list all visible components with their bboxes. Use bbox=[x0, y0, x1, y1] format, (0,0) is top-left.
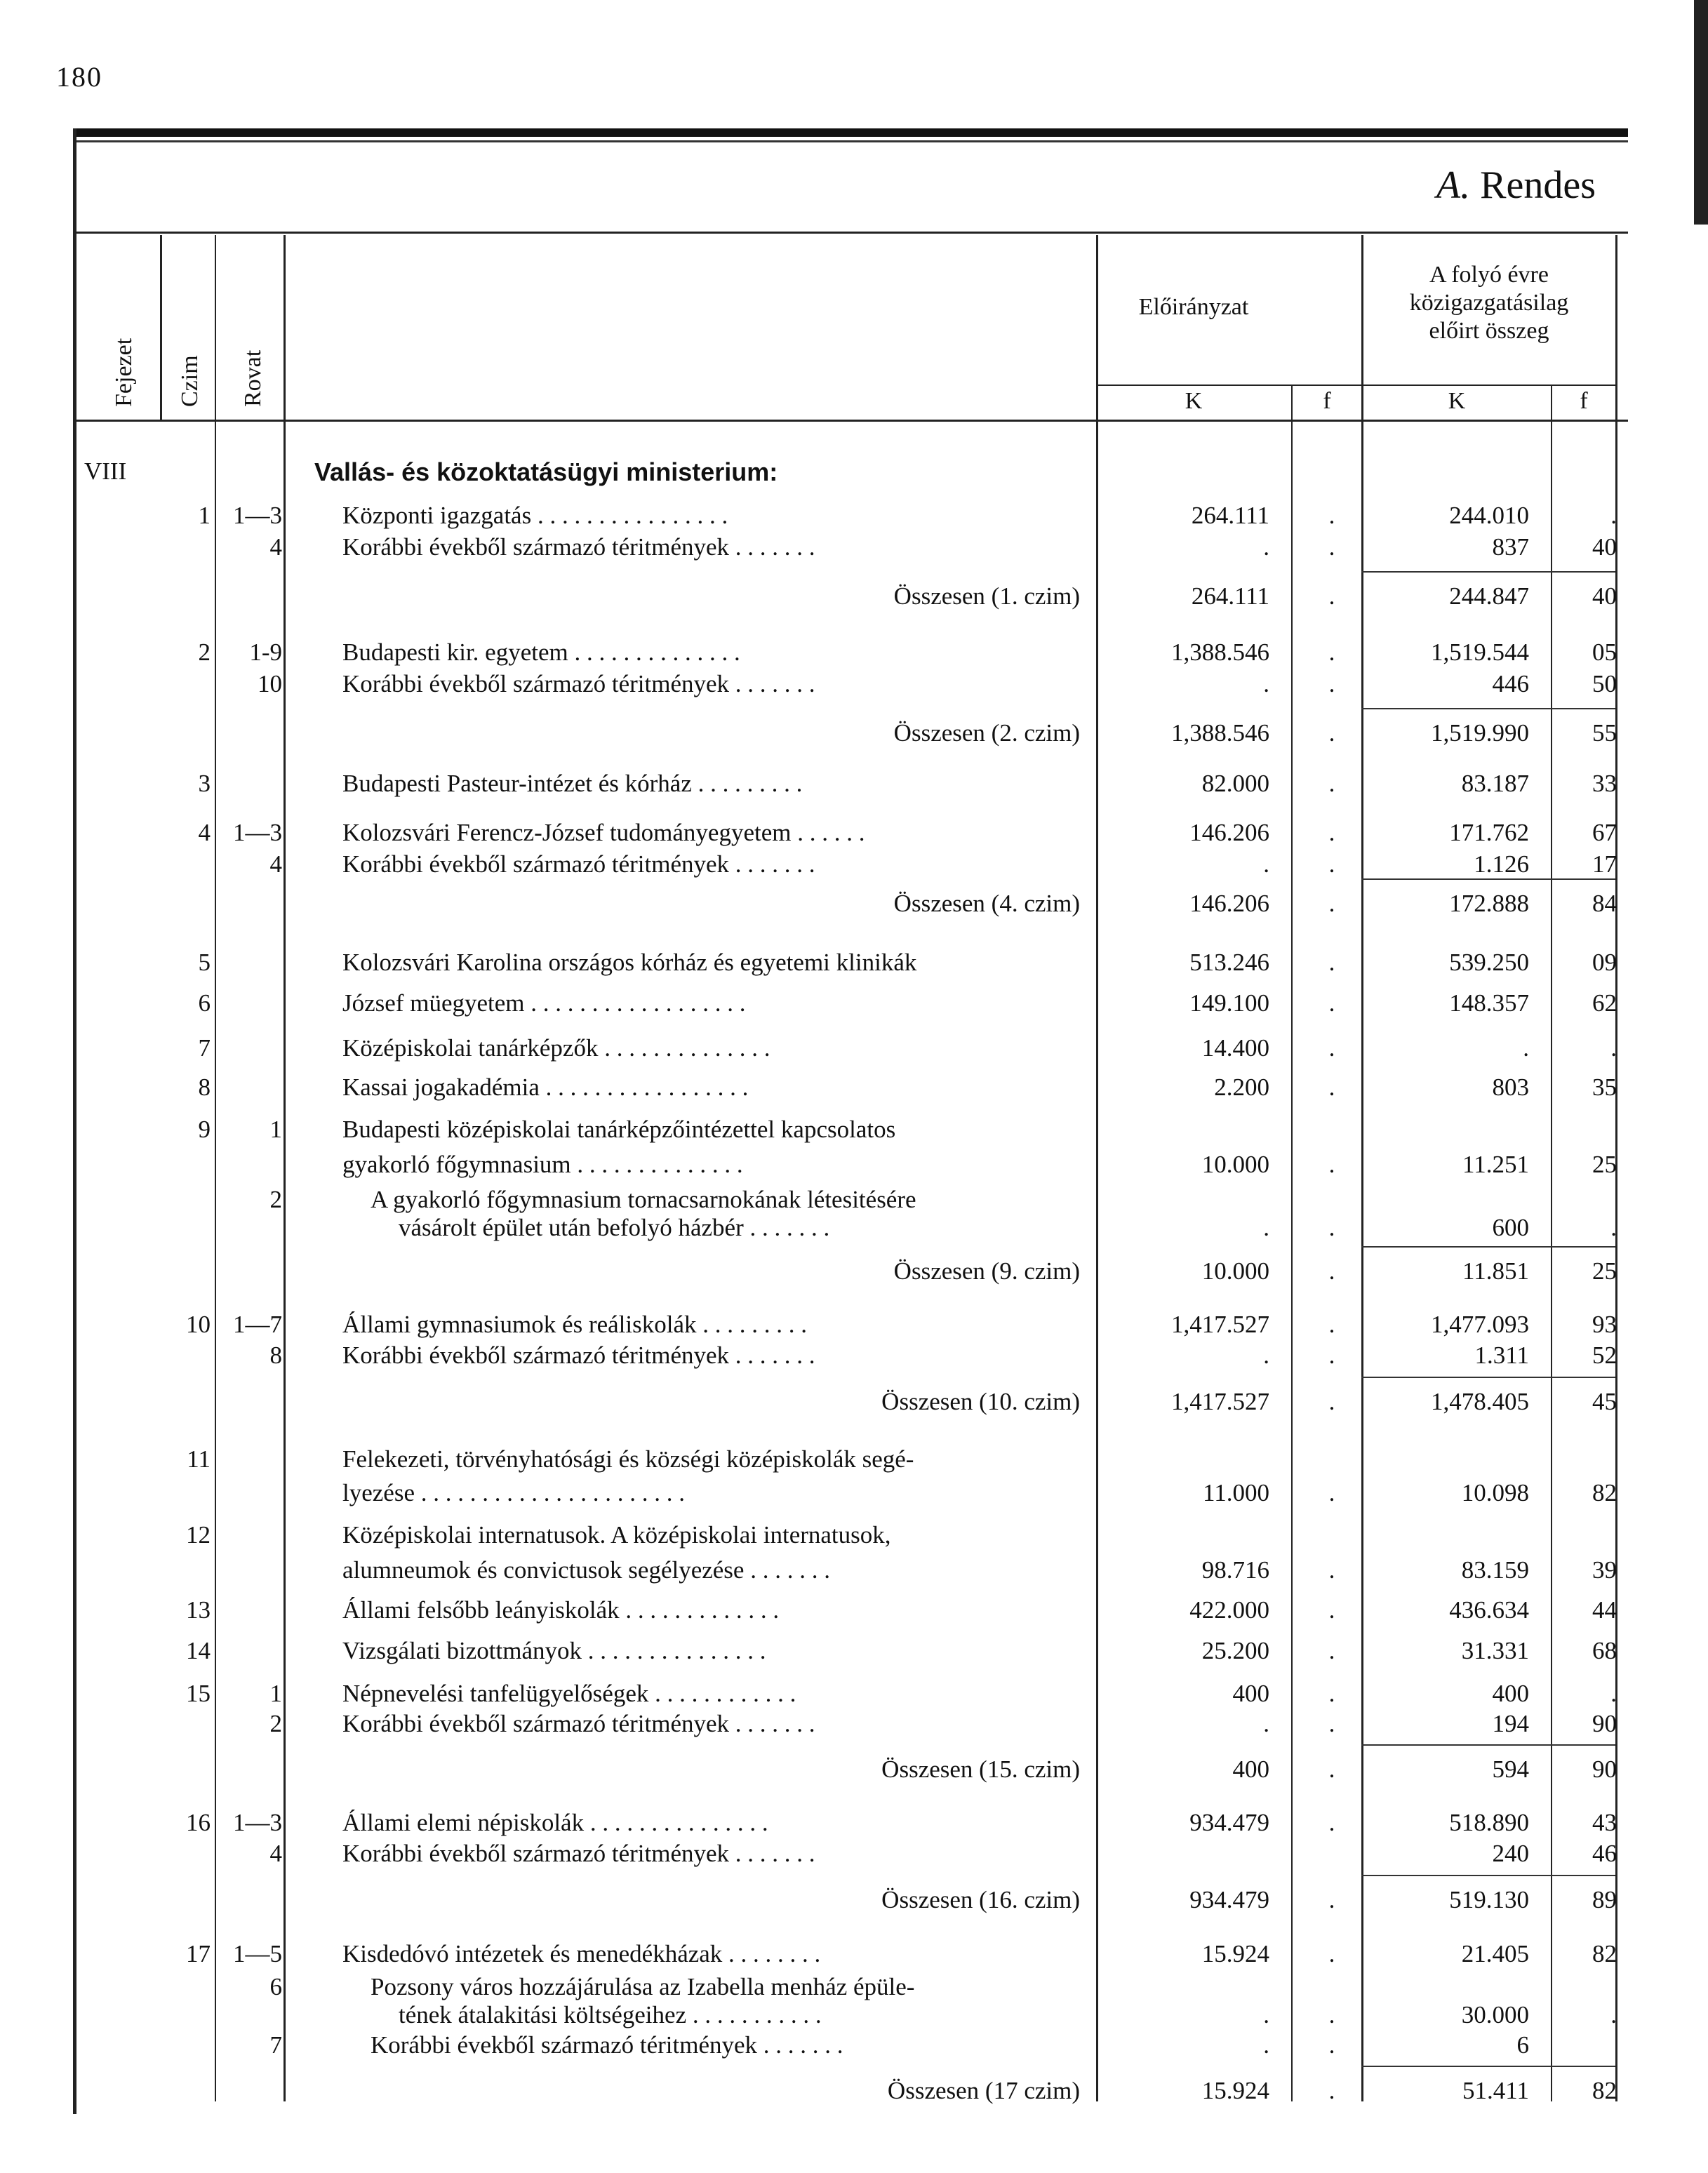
top-rule-thin bbox=[73, 140, 1628, 142]
description-cell: Korábbi évekből származó téritmények . . . . . . . bbox=[342, 1840, 815, 1867]
eloirt-k-cell: 240 bbox=[1492, 1840, 1529, 1867]
eloiranyzat-f-cell: . bbox=[1328, 1886, 1335, 1913]
eloiranyzat-k-cell: 11.000 bbox=[1203, 1479, 1269, 1506]
rovat-cell: 1—3 bbox=[233, 1809, 282, 1836]
eloiranyzat-k-cell: 14.400 bbox=[1201, 1034, 1269, 1062]
eloiranyzat-k-cell: 10.000 bbox=[1201, 1151, 1269, 1178]
subtotal-label: Összesen (10. czim) bbox=[881, 1388, 1080, 1415]
eloirt-f-cell: . bbox=[1610, 502, 1617, 529]
eloirt-k-cell: 518.890 bbox=[1449, 1809, 1529, 1836]
subtotal-label: Összesen (2. czim) bbox=[893, 719, 1080, 747]
section-title bbox=[1436, 163, 1596, 208]
eloirt-f-cell: 40 bbox=[1592, 533, 1617, 561]
eloirt-k-cell: 1.311 bbox=[1474, 1342, 1529, 1369]
eloiranyzat-f-cell: . bbox=[1328, 1710, 1335, 1737]
eloirt-f-cell: 82 bbox=[1592, 2077, 1617, 2104]
header-eloiranyzat: Előirányzat bbox=[1138, 294, 1249, 320]
eloirt-k-cell: 30.000 bbox=[1461, 2001, 1529, 2028]
eloirt-f-cell: 40 bbox=[1592, 582, 1617, 610]
description-cell: Pozsony város hozzájárulása az Izabella menház épüle- bbox=[371, 1973, 915, 2000]
eloirt-k-cell: 1.126 bbox=[1474, 850, 1529, 878]
description-cell: vásárolt épület után befolyó házbér . . . . . . . bbox=[399, 1214, 830, 1241]
eloirt-k-cell: 6 bbox=[1516, 2031, 1529, 2059]
czim-cell: 9 bbox=[198, 1116, 211, 1143]
col-rule-desc bbox=[283, 235, 286, 2101]
description-cell: Korábbi évekből származó téritmények . . . . . . . bbox=[342, 1342, 815, 1369]
eloiranyzat-f-cell: . bbox=[1328, 1940, 1335, 1967]
rovat-cell: 1-9 bbox=[249, 638, 282, 666]
top-rule bbox=[73, 128, 1628, 137]
eloiranyzat-k-cell: 146.206 bbox=[1189, 890, 1269, 917]
eloirt-k-cell: 83.159 bbox=[1461, 1556, 1529, 1584]
eloiranyzat-k-cell: 15.924 bbox=[1201, 2077, 1269, 2104]
subtotal-label: Összesen (1. czim) bbox=[893, 582, 1080, 610]
eloiranyzat-f-cell: . bbox=[1328, 1756, 1335, 1783]
eloirt-k-cell: . bbox=[1523, 1034, 1529, 1062]
eloiranyzat-f-cell: . bbox=[1328, 533, 1335, 561]
rovat-cell: 4 bbox=[269, 1840, 282, 1867]
eloiranyzat-k-cell: 934.479 bbox=[1189, 1809, 1269, 1836]
description-cell: Budapesti Pasteur-intézet és kórház . . . . . . . . . bbox=[342, 770, 803, 797]
eloirt-f-cell: 46 bbox=[1592, 1840, 1617, 1867]
chapter-number: VIII bbox=[84, 457, 127, 485]
eloiranyzat-k-cell: 149.100 bbox=[1189, 989, 1269, 1017]
eloiranyzat-k-cell: . bbox=[1263, 2031, 1269, 2059]
col-rule-f1 bbox=[1291, 385, 1293, 2101]
eloirt-f-cell: 90 bbox=[1592, 1756, 1617, 1783]
eloiranyzat-k-cell: . bbox=[1263, 850, 1269, 878]
czim-cell: 7 bbox=[198, 1034, 211, 1062]
eloirt-k-cell: 1,519.544 bbox=[1431, 638, 1529, 666]
czim-cell: 2 bbox=[198, 638, 211, 666]
subtotal-label: Összesen (17 czim) bbox=[887, 2077, 1080, 2104]
col-rule-czim bbox=[160, 235, 162, 420]
eloiranyzat-k-cell: 264.111 bbox=[1191, 502, 1269, 529]
czim-cell: 5 bbox=[198, 949, 211, 976]
czim-cell: 16 bbox=[186, 1809, 211, 1836]
col-rule-f2 bbox=[1551, 385, 1552, 2101]
rovat-cell: 1—3 bbox=[233, 502, 282, 529]
czim-cell: 17 bbox=[186, 1940, 211, 1967]
eloiranyzat-f-cell: . bbox=[1328, 1257, 1335, 1285]
section-word: Rendes bbox=[1480, 163, 1596, 207]
czim-cell: 6 bbox=[198, 989, 211, 1017]
eloirt-k-cell: 400 bbox=[1492, 1680, 1529, 1707]
eloiranyzat-f-cell: . bbox=[1328, 770, 1335, 797]
subtotal-rule bbox=[1361, 1246, 1615, 1248]
subtotal-label: Összesen (16. czim) bbox=[881, 1886, 1080, 1913]
eloirt-k-cell: 837 bbox=[1492, 533, 1529, 561]
eloiranyzat-f-cell: . bbox=[1328, 1151, 1335, 1178]
header-folyo-1: A folyó évre bbox=[1429, 262, 1549, 288]
description-cell: Budapesti kir. egyetem . . . . . . . . . . . . . . bbox=[342, 638, 740, 666]
eloirt-f-cell: 93 bbox=[1592, 1311, 1617, 1338]
eloirt-f-cell: . bbox=[1610, 1680, 1617, 1707]
header-rovat: Rovat bbox=[240, 349, 266, 407]
subtotal-rule bbox=[1361, 1377, 1615, 1378]
eloirt-k-cell: 11.251 bbox=[1462, 1151, 1529, 1178]
eloiranyzat-k-cell: 400 bbox=[1232, 1756, 1269, 1783]
description-cell: Korábbi évekből származó téritmények . . . . . . . bbox=[342, 533, 815, 561]
subtotal-rule bbox=[1361, 708, 1615, 709]
eloirt-k-cell: 172.888 bbox=[1449, 890, 1529, 917]
header-folyo-2: közigazgatásilag bbox=[1409, 290, 1569, 316]
description-cell: Korábbi évekből származó téritmények . . . . . . . bbox=[342, 670, 815, 697]
eloiranyzat-f-cell: . bbox=[1328, 1596, 1335, 1624]
rovat-cell: 8 bbox=[269, 1342, 282, 1369]
eloiranyzat-k-cell: 82.000 bbox=[1201, 770, 1269, 797]
eloirt-f-cell: 90 bbox=[1592, 1710, 1617, 1737]
eloiranyzat-f-cell: . bbox=[1328, 1479, 1335, 1506]
subtotal-label: Összesen (9. czim) bbox=[893, 1257, 1080, 1285]
rovat-cell: 7 bbox=[269, 2031, 282, 2059]
eloiranyzat-f-cell: . bbox=[1328, 670, 1335, 697]
eloiranyzat-f-cell: . bbox=[1328, 949, 1335, 976]
header-kf-rule bbox=[1096, 385, 1615, 386]
eloiranyzat-f-cell: . bbox=[1328, 1637, 1335, 1664]
eloirt-k-cell: 1,519.990 bbox=[1431, 719, 1529, 747]
eloirt-f-cell: 82 bbox=[1592, 1479, 1617, 1506]
rovat-cell: 1—7 bbox=[233, 1311, 282, 1338]
eloirt-f-cell: 25 bbox=[1592, 1257, 1617, 1285]
eloiranyzat-k-cell: 25.200 bbox=[1201, 1637, 1269, 1664]
header-folyo-3: előirt összeg bbox=[1429, 318, 1549, 344]
eloiranyzat-f-cell: . bbox=[1328, 1680, 1335, 1707]
eloiranyzat-f-cell: . bbox=[1328, 1034, 1335, 1062]
eloirt-k-cell: 539.250 bbox=[1449, 949, 1529, 976]
description-cell: tének átalakitási költségeihez . . . . . . . . . . . bbox=[399, 2001, 822, 2028]
subtotal-rule bbox=[1361, 571, 1615, 573]
eloiranyzat-k-cell: . bbox=[1263, 1214, 1269, 1241]
description-cell: Kassai jogakadémia . . . . . . . . . . . . . . . . . bbox=[342, 1074, 749, 1101]
eloiranyzat-k-cell: . bbox=[1263, 533, 1269, 561]
eloirt-f-cell: 25 bbox=[1592, 1151, 1617, 1178]
description-cell: Állami elemi népiskolák . . . . . . . . . . . . . . . bbox=[342, 1809, 768, 1836]
subtotal-label: Összesen (4. czim) bbox=[893, 890, 1080, 917]
rovat-cell: 4 bbox=[269, 850, 282, 878]
eloirt-k-cell: 600 bbox=[1492, 1214, 1529, 1241]
eloirt-f-cell: 89 bbox=[1592, 1886, 1617, 1913]
eloiranyzat-f-cell: . bbox=[1328, 1342, 1335, 1369]
eloirt-f-cell: 67 bbox=[1592, 819, 1617, 846]
description-cell: Állami gymnasiumok és reáliskolák . . . . . . . . . bbox=[342, 1311, 807, 1338]
eloiranyzat-f-cell: . bbox=[1328, 890, 1335, 917]
eloiranyzat-k-cell: . bbox=[1263, 670, 1269, 697]
eloiranyzat-f-cell: . bbox=[1328, 2077, 1335, 2104]
czim-cell: 3 bbox=[198, 770, 211, 797]
eloirt-f-cell: 44 bbox=[1592, 1596, 1617, 1624]
eloiranyzat-k-cell: 1,417.527 bbox=[1171, 1311, 1269, 1338]
eloiranyzat-f-cell: . bbox=[1328, 719, 1335, 747]
col-rule-k1 bbox=[1096, 235, 1098, 2101]
description-cell: Középiskolai internatusok. A középiskolai internatusok, bbox=[342, 1521, 891, 1549]
eloirt-k-cell: 83.187 bbox=[1461, 770, 1529, 797]
eloirt-f-cell: 33 bbox=[1592, 770, 1617, 797]
eloirt-k-cell: 31.331 bbox=[1461, 1637, 1529, 1664]
eloirt-f-cell: . bbox=[1610, 1034, 1617, 1062]
rovat-cell: 10 bbox=[258, 670, 282, 697]
eloirt-k-cell: 10.098 bbox=[1461, 1479, 1529, 1506]
section-letter: A. bbox=[1436, 163, 1471, 207]
description-cell: Központi igazgatás . . . . . . . . . . . . . . . . bbox=[342, 502, 728, 529]
eloirt-k-cell: 11.851 bbox=[1462, 1257, 1529, 1285]
description-cell: Kolozsvári Karolina országos kórház és egyetemi klinikák bbox=[342, 949, 917, 976]
eloirt-f-cell: 43 bbox=[1592, 1809, 1617, 1836]
eloiranyzat-f-cell: . bbox=[1328, 502, 1335, 529]
eloirt-f-cell: 17 bbox=[1592, 850, 1617, 878]
col-rule-k2 bbox=[1361, 235, 1363, 2101]
subtotal-rule bbox=[1361, 1744, 1615, 1746]
description-cell: Állami felsőbb leányiskolák . . . . . . . . . . . . . bbox=[342, 1596, 780, 1624]
eloirt-k-cell: 244.847 bbox=[1449, 582, 1529, 610]
eloirt-f-cell: 39 bbox=[1592, 1556, 1617, 1584]
eloiranyzat-k-cell: . bbox=[1263, 2001, 1269, 2028]
eloirt-k-cell: 21.405 bbox=[1461, 1940, 1529, 1967]
eloirt-k-cell: 194 bbox=[1492, 1710, 1529, 1737]
eloiranyzat-k-cell: 1,388.546 bbox=[1171, 719, 1269, 747]
header-k2: K bbox=[1448, 388, 1466, 414]
eloiranyzat-f-cell: . bbox=[1328, 1074, 1335, 1101]
eloirt-k-cell: 594 bbox=[1492, 1756, 1529, 1783]
eloirt-f-cell: 55 bbox=[1592, 719, 1617, 747]
eloiranyzat-f-cell: . bbox=[1328, 819, 1335, 846]
subtotal-rule bbox=[1361, 1875, 1615, 1876]
eloiranyzat-k-cell: 400 bbox=[1232, 1680, 1269, 1707]
czim-cell: 13 bbox=[186, 1596, 211, 1624]
eloiranyzat-f-cell: . bbox=[1328, 989, 1335, 1017]
czim-cell: 4 bbox=[198, 819, 211, 846]
description-cell: gyakorló főgymnasium . . . . . . . . . . . . . . bbox=[342, 1151, 743, 1178]
eloirt-f-cell: 05 bbox=[1592, 638, 1617, 666]
eloirt-f-cell: 50 bbox=[1592, 670, 1617, 697]
eloiranyzat-f-cell: . bbox=[1328, 638, 1335, 666]
description-cell: Kisdedóvó intézetek és menedékházak . . . . . . . . bbox=[342, 1940, 821, 1967]
description-cell: Vizsgálati bizottmányok . . . . . . . . . . . . . . . bbox=[342, 1637, 766, 1664]
eloirt-k-cell: 171.762 bbox=[1449, 819, 1529, 846]
eloiranyzat-k-cell: 146.206 bbox=[1189, 819, 1269, 846]
czim-cell: 11 bbox=[187, 1445, 211, 1473]
eloirt-k-cell: 1,477.093 bbox=[1431, 1311, 1529, 1338]
eloiranyzat-k-cell: 98.716 bbox=[1201, 1556, 1269, 1584]
description-cell: Korábbi évekből származó téritmények . . . . . . . bbox=[371, 2031, 843, 2059]
eloiranyzat-k-cell: . bbox=[1263, 1710, 1269, 1737]
rovat-cell: 1 bbox=[269, 1116, 282, 1143]
eloiranyzat-f-cell: . bbox=[1328, 1556, 1335, 1584]
eloirt-k-cell: 51.411 bbox=[1462, 2077, 1529, 2104]
czim-cell: 15 bbox=[186, 1680, 211, 1707]
eloirt-k-cell: 148.357 bbox=[1449, 989, 1529, 1017]
czim-cell: 8 bbox=[198, 1074, 211, 1101]
eloiranyzat-f-cell: . bbox=[1328, 2001, 1335, 2028]
rovat-cell: 1—3 bbox=[233, 819, 282, 846]
header-f1: f bbox=[1323, 388, 1331, 414]
header-fejezet: Fejezet bbox=[111, 337, 137, 407]
eloirt-f-cell: 52 bbox=[1592, 1342, 1617, 1369]
eloiranyzat-k-cell: 10.000 bbox=[1201, 1257, 1269, 1285]
rovat-cell: 2 bbox=[269, 1186, 282, 1213]
eloiranyzat-k-cell: 1,388.546 bbox=[1171, 638, 1269, 666]
eloiranyzat-k-cell: 264.111 bbox=[1191, 582, 1269, 610]
czim-cell: 12 bbox=[186, 1521, 211, 1549]
eloirt-f-cell: . bbox=[1610, 2001, 1617, 2028]
header-top-rule bbox=[73, 232, 1628, 234]
description-cell: Budapesti középiskolai tanárképzőintézettel kapcsolatos bbox=[342, 1116, 896, 1143]
left-border bbox=[73, 128, 76, 2114]
rovat-cell: 4 bbox=[269, 533, 282, 561]
description-cell: lyezése . . . . . . . . . . . . . . . . . . . . . . bbox=[342, 1479, 685, 1506]
subtotal-rule bbox=[1361, 878, 1615, 880]
eloirt-f-cell: . bbox=[1610, 1214, 1617, 1241]
description-cell: alumneumok és convictusok segélyezése . . . . . . . bbox=[342, 1556, 830, 1584]
eloiranyzat-f-cell: . bbox=[1328, 1388, 1335, 1415]
eloiranyzat-k-cell: 2.200 bbox=[1214, 1074, 1269, 1101]
eloirt-f-cell: 35 bbox=[1592, 1074, 1617, 1101]
scan-edge bbox=[1694, 0, 1708, 225]
eloirt-k-cell: 436.634 bbox=[1449, 1596, 1529, 1624]
description-cell: Felekezeti, törvényhatósági és községi középiskolák segé- bbox=[342, 1445, 914, 1473]
eloirt-k-cell: 519.130 bbox=[1449, 1886, 1529, 1913]
eloirt-k-cell: 446 bbox=[1492, 670, 1529, 697]
description-cell: Népnevelési tanfelügyelőségek . . . . . . . . . . . . bbox=[342, 1680, 796, 1707]
chapter-title: Vallás- és közoktatásügyi ministerium: bbox=[314, 457, 778, 486]
page-number: 180 bbox=[56, 61, 102, 93]
eloirt-f-cell: 68 bbox=[1592, 1637, 1617, 1664]
description-cell: Korábbi évekből származó téritmények . . . . . . . bbox=[342, 1710, 815, 1737]
eloiranyzat-k-cell: 934.479 bbox=[1189, 1886, 1269, 1913]
czim-cell: 1 bbox=[198, 502, 211, 529]
description-cell: A gyakorló főgymnasium tornacsarnokának létesitésére bbox=[371, 1186, 916, 1213]
eloiranyzat-f-cell: . bbox=[1328, 1809, 1335, 1836]
eloiranyzat-k-cell: 15.924 bbox=[1201, 1940, 1269, 1967]
eloiranyzat-k-cell: 1,417.527 bbox=[1171, 1388, 1269, 1415]
eloiranyzat-f-cell: . bbox=[1328, 2031, 1335, 2059]
description-cell: Korábbi évekből származó téritmények . . . . . . . bbox=[342, 850, 815, 878]
eloirt-k-cell: 244.010 bbox=[1449, 502, 1529, 529]
rovat-cell: 1—5 bbox=[233, 1940, 282, 1967]
subtotal-rule bbox=[1361, 2066, 1615, 2067]
eloiranyzat-f-cell: . bbox=[1328, 850, 1335, 878]
eloiranyzat-k-cell: . bbox=[1263, 1342, 1269, 1369]
description-cell: Középiskolai tanárképzők . . . . . . . . . . . . . . bbox=[342, 1034, 770, 1062]
eloirt-k-cell: 803 bbox=[1492, 1074, 1529, 1101]
eloirt-f-cell: 09 bbox=[1592, 949, 1617, 976]
rovat-cell: 2 bbox=[269, 1710, 282, 1737]
description-cell: Kolozsvári Ferencz-József tudományegyetem . . . . . . bbox=[342, 819, 865, 846]
eloirt-f-cell: 45 bbox=[1592, 1388, 1617, 1415]
header-f2: f bbox=[1580, 388, 1588, 414]
eloirt-f-cell: 84 bbox=[1592, 890, 1617, 917]
header-czim: Czim bbox=[177, 355, 203, 407]
header-k1: K bbox=[1185, 388, 1203, 414]
rovat-cell: 6 bbox=[269, 1973, 282, 2000]
eloirt-k-cell: 1,478.405 bbox=[1431, 1388, 1529, 1415]
subtotal-label: Összesen (15. czim) bbox=[881, 1756, 1080, 1783]
eloiranyzat-k-cell: 422.000 bbox=[1189, 1596, 1269, 1624]
rovat-cell: 1 bbox=[269, 1680, 282, 1707]
eloirt-f-cell: 62 bbox=[1592, 989, 1617, 1017]
eloiranyzat-k-cell: 513.246 bbox=[1189, 949, 1269, 976]
eloiranyzat-f-cell: . bbox=[1328, 1311, 1335, 1338]
czim-cell: 14 bbox=[186, 1637, 211, 1664]
col-rule-rovat bbox=[215, 235, 216, 2101]
eloiranyzat-f-cell: . bbox=[1328, 582, 1335, 610]
description-cell: József müegyetem . . . . . . . . . . . . . . . . . . bbox=[342, 989, 746, 1017]
eloiranyzat-f-cell: . bbox=[1328, 1214, 1335, 1241]
eloirt-f-cell: 82 bbox=[1592, 1940, 1617, 1967]
header-bottom-rule bbox=[73, 420, 1628, 422]
czim-cell: 10 bbox=[186, 1311, 211, 1338]
